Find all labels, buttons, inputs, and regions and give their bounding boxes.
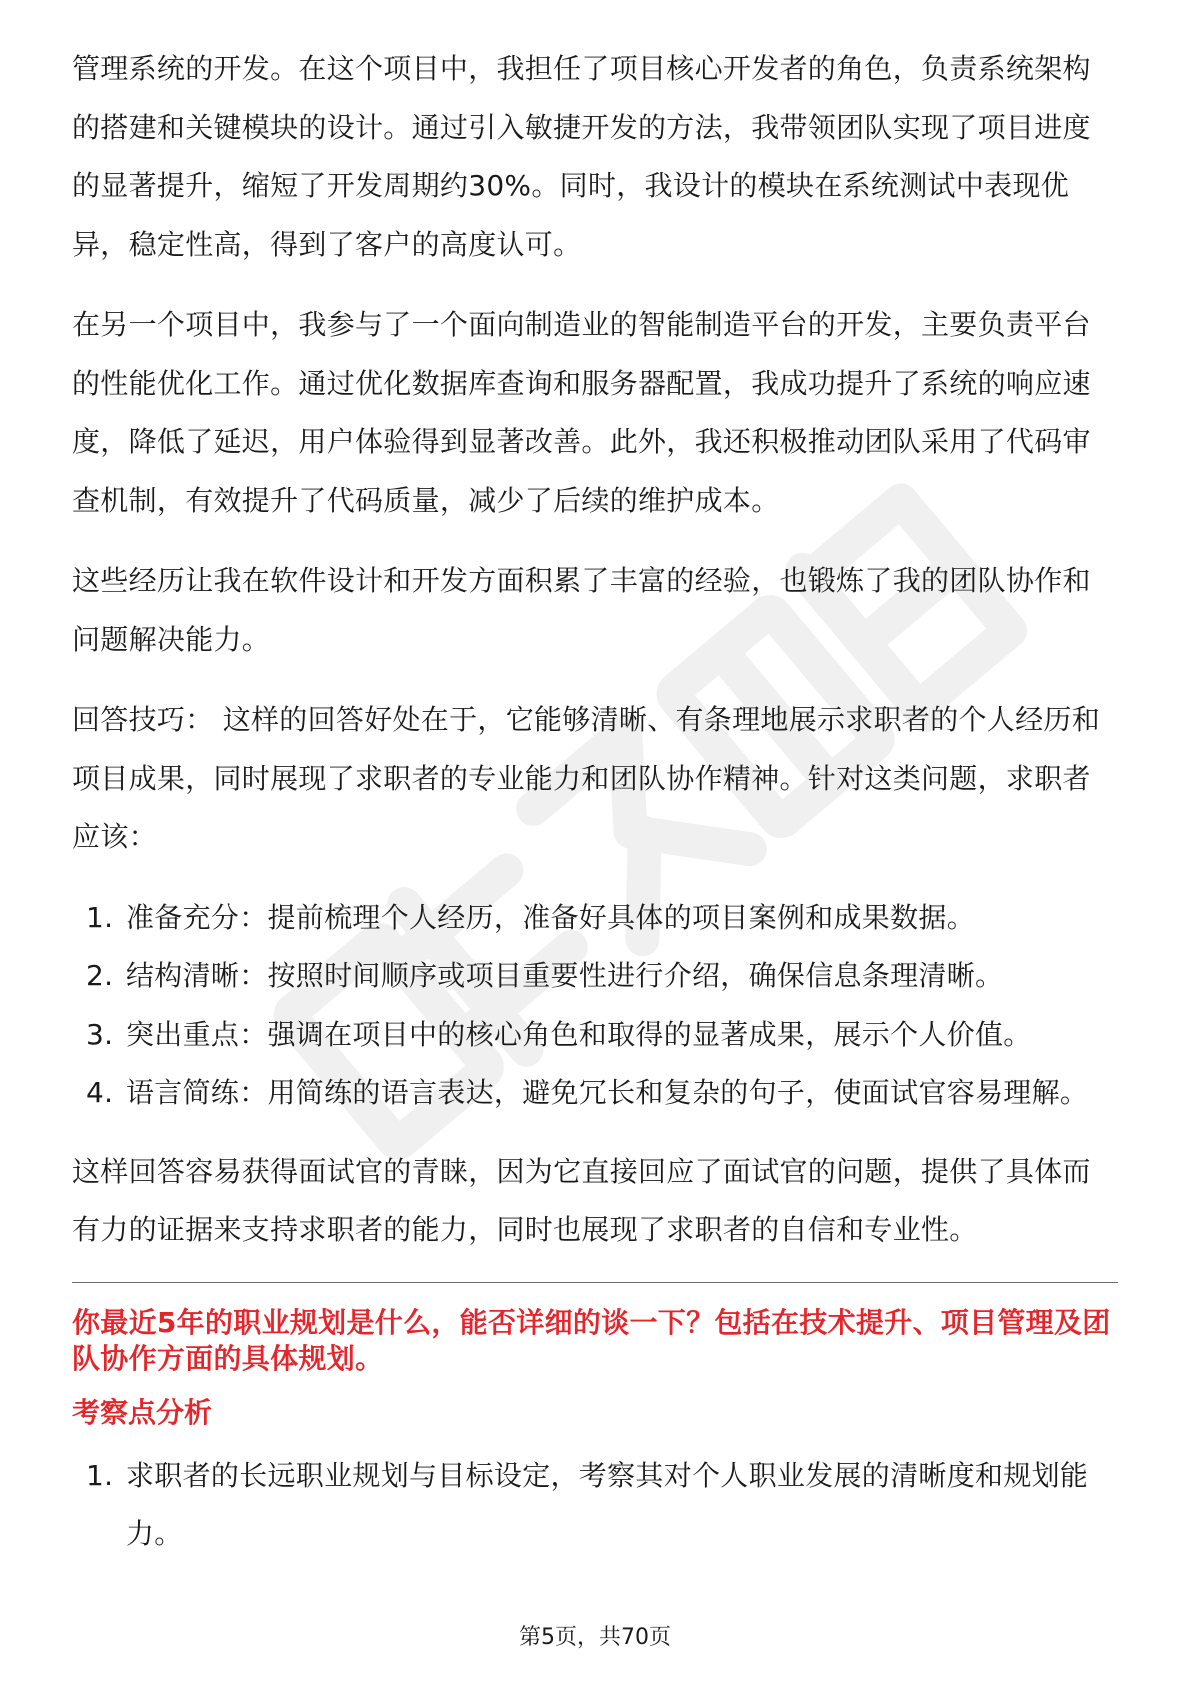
- question-heading: 你最近5年的职业规划是什么，能否详细的谈一下？包括在技术提升、项目管理及团队协作方面的具体规划。: [72, 1305, 1111, 1375]
- list-item: [72, 947, 1118, 1006]
- list-number: 3.: [86, 1017, 114, 1051]
- list-item-text: 突出重点：强调在项目中的核心角色和取得的显著成果，展示个人价值。: [126, 1017, 1032, 1051]
- list-item: [72, 1447, 1118, 1564]
- document-page: [72, 40, 1118, 1584]
- list-number: 1.: [86, 1458, 114, 1492]
- list-item-text: 语言简练：用简练的语言表达，避免冗长和复杂的句子，使面试官容易理解。: [126, 1076, 1089, 1109]
- section-divider: [72, 1282, 1118, 1283]
- analysis-list: [72, 1447, 1118, 1564]
- paragraph-answer-tips: 回答技巧： 这样的回答好处在于，它能够清晰、有条理地展示求职者的个人经历和项目成果，同时展现了求职者的专业能力和团队协作精神。针对这类问题，求职者应该：: [72, 703, 1101, 853]
- analysis-heading: 考察点分析: [72, 1395, 213, 1429]
- tips-list: [72, 889, 1118, 1123]
- paragraph-experience-summary: 这些经历让我在软件设计和开发方面积累了丰富的经验，也锻炼了我的团队协作和问题解决能力。: [72, 564, 1091, 656]
- list-item: [72, 889, 1118, 948]
- list-item: [72, 1006, 1118, 1065]
- list-item-text: 准备充分：提前梳理个人经历，准备好具体的项目案例和成果数据。: [126, 900, 976, 934]
- paragraph-project-1: 管理系统的开发。在这个项目中，我担任了项目核心开发者的角色，负责系统架构的搭建和关键模块的设计。通过引入敏捷开发的方法，我带领团队实现了项目进度的显著提升，缩短了开发周期约30%。同时，我设计的模块在系统测试中表现优异，稳定性高，得到了客户的高度认可。: [72, 52, 1091, 261]
- page-footer: 第5页，共70页: [519, 1625, 671, 1650]
- list-number: 1.: [86, 900, 114, 934]
- list-number: 2.: [86, 959, 114, 992]
- list-item-text: 结构清晰：按照时间顺序或项目重要性进行介绍，确保信息条理清晰。: [126, 959, 1004, 992]
- list-item: [72, 1064, 1118, 1123]
- paragraph-project-2: 在另一个项目中，我参与了一个面向制造业的智能制造平台的开发，主要负责平台的性能优化工作。通过优化数据库查询和服务器配置，我成功提升了系统的响应速度，降低了延迟，用户体验得到显著改善。此外，我还积极推动团队采用了代码审查机制，有效提升了代码质量，减少了后续的维护成本。: [72, 308, 1091, 517]
- paragraph-closing: 这样回答容易获得面试官的青睐，因为它直接回应了面试官的问题，提供了具体而有力的证据来支持求职者的能力，同时也展现了求职者的自信和专业性。: [72, 1154, 1091, 1246]
- list-item-text: 求职者的长远职业规划与目标设定，考察其对个人职业发展的清晰度和规划能力。: [126, 1458, 1089, 1550]
- list-number: 4.: [86, 1076, 114, 1109]
